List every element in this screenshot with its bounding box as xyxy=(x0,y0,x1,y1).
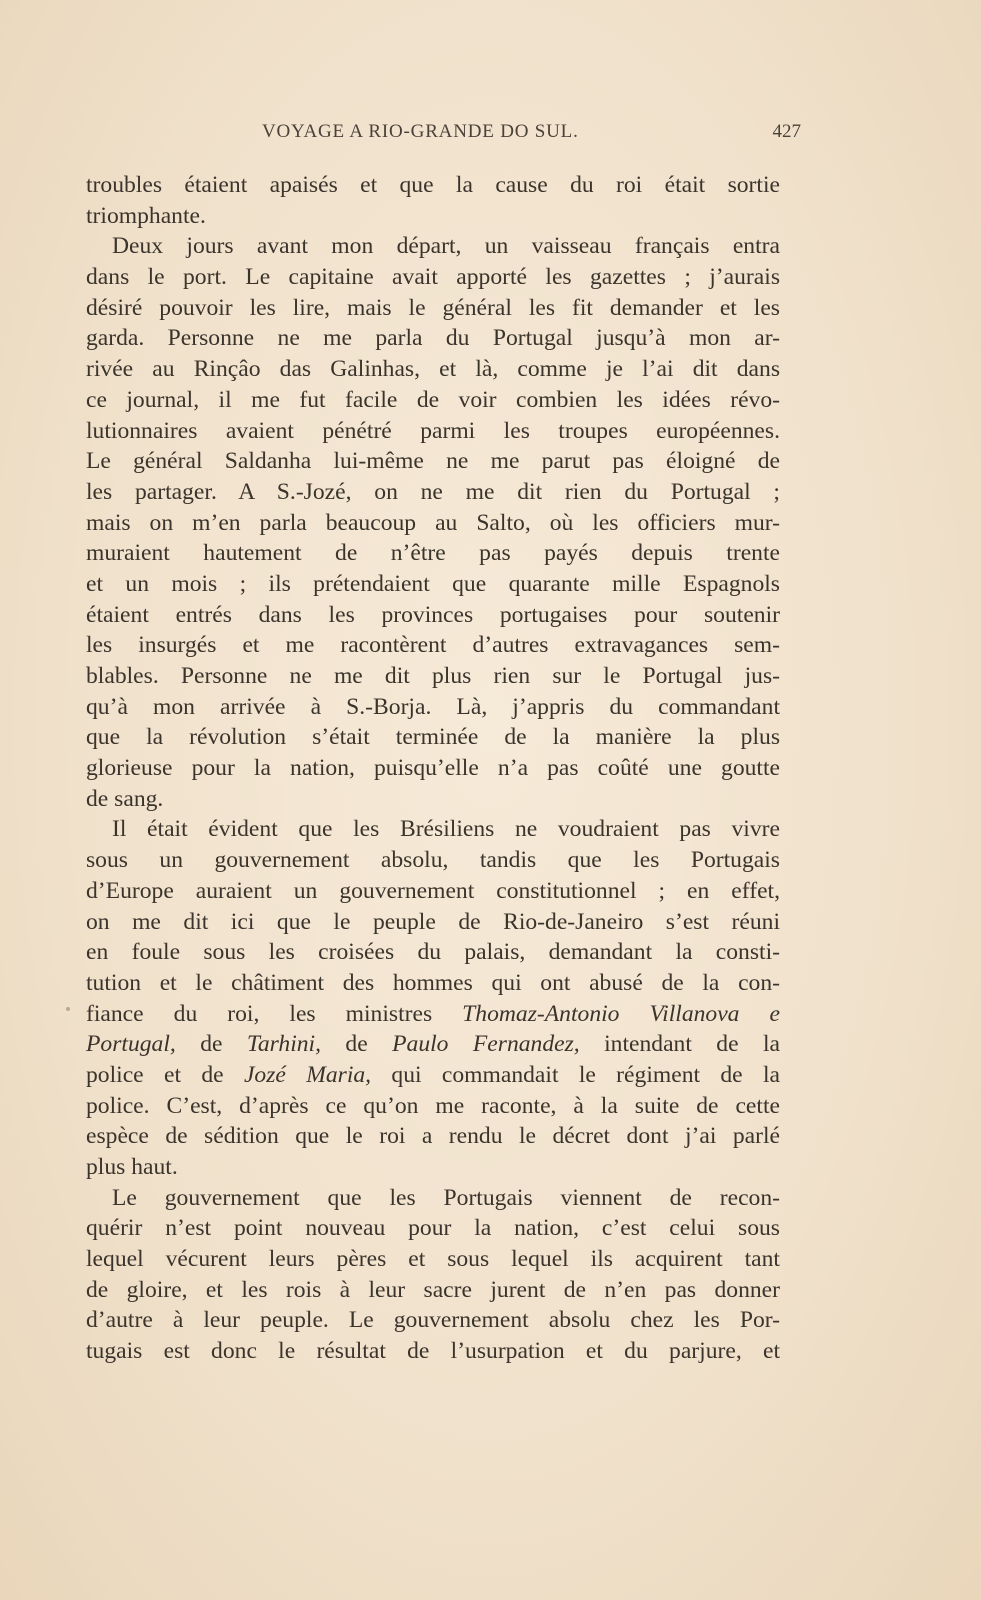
paragraph-1 xyxy=(86,170,780,231)
text-line: tution et le châtiment des hommes qui ont abusé de la con- xyxy=(86,969,780,996)
text-segment: qui commandait le régiment de la xyxy=(371,1061,780,1088)
text-line: Il était évident que les Brésiliens ne voudraient pas vivre xyxy=(112,816,780,843)
text-line: dans le port. Le capitaine avait apporté les gazettes ; j’aurais xyxy=(86,264,780,291)
paragraph-3 xyxy=(86,814,780,1182)
text-line: triomphante. xyxy=(86,202,206,229)
text-line: étaient entrés dans les provinces portugaises pour soutenir xyxy=(86,601,780,628)
text-line: tugais est donc le résultat de l’usurpation et du parjure, et xyxy=(86,1338,780,1365)
text-line: Deux jours avant mon départ, un vaisseau français entra xyxy=(112,233,780,260)
text-line: muraient hautement de n’être pas payés depuis trente xyxy=(86,540,780,567)
text-line: qu’à mon arrivée à S.-Borja. Là, j’appris du commandant xyxy=(86,693,780,720)
text-line: les partager. A S.-Jozé, on ne me dit rien du Portugal ; xyxy=(86,478,780,505)
text-line: que la révolution s’était terminée de la manière la plus xyxy=(86,724,780,751)
minister-name: Tarhini, xyxy=(246,1031,322,1058)
body-text xyxy=(86,170,780,1367)
commander-name: Jozé Maria, xyxy=(243,1061,372,1088)
margin-mark xyxy=(66,1007,70,1011)
text-line: sous un gouvernement absolu, tandis que les Portugais xyxy=(86,847,780,874)
page-header xyxy=(262,121,801,151)
text-line: désiré pouvoir les lire, mais le général les fit demander et les xyxy=(86,294,780,321)
text-segment: police et de xyxy=(86,1061,244,1088)
text-line: Le général Saldanha lui-même ne me parut pas éloigné de xyxy=(86,448,780,475)
text-line: d’Europe auraient un gouvernement constitutionnel ; en effet, xyxy=(86,877,780,904)
text-line: troubles étaient apaisés et que la cause du roi était sortie xyxy=(86,172,780,198)
text-line: on me dit ici que le peuple de Rio-de-Janeiro s’est réuni xyxy=(86,908,780,935)
paragraph-2 xyxy=(86,231,780,814)
text-line: quérir n’est point nouveau pour la nation, c’est celui sous xyxy=(86,1215,780,1242)
text-line: espèce de sédition que le roi a rendu le décret dont j’ai parlé xyxy=(86,1123,780,1150)
text-line: en foule sous les croisées du palais, demandant la consti- xyxy=(86,939,780,966)
text-line: lequel vécurent leurs pères et sous lequel ils acquirent tant xyxy=(86,1246,780,1273)
text-line: de gloire, et les rois à leur sacre jurent de n’en pas donner xyxy=(86,1276,780,1303)
text-line: plus haut. xyxy=(86,1154,178,1180)
text-segment: intendant de la xyxy=(579,1031,780,1058)
text-line: blables. Personne ne me dit plus rien sur le Portugal jus- xyxy=(86,663,780,689)
text-segment: fiance du roi, les ministres xyxy=(86,1000,463,1027)
text-line: garda. Personne ne me parla du Portugal jusqu’à mon ar- xyxy=(86,325,780,352)
text-line: les insurgés et me racontèrent d’autres extravagances sem- xyxy=(86,632,780,659)
text-line: glorieuse pour la nation, puisqu’elle n’a pas coûté une goutte xyxy=(86,755,780,782)
text-line: Le gouvernement que les Portugais viennent de recon- xyxy=(112,1184,780,1211)
text-line: d’autre à leur peuple. Le gouvernement absolu chez les Por- xyxy=(86,1307,780,1334)
text-line xyxy=(86,999,780,1030)
page-number: 427 xyxy=(772,121,801,142)
minister-name: Paulo Fernandez, xyxy=(392,1031,580,1058)
running-title: VOYAGE A RIO-GRANDE DO SUL. xyxy=(262,121,579,142)
text-segment: de xyxy=(175,1031,247,1058)
text-line xyxy=(86,1029,780,1060)
text-line xyxy=(86,1060,780,1091)
text-line: ce journal, il me fut facile de voir combien les idées révo- xyxy=(86,386,780,413)
minister-names: Thomaz-Antonio Villanova e xyxy=(462,1000,780,1027)
text-line: police. C’est, d’après ce qu’on me raconte, à la suite de cette xyxy=(86,1092,780,1119)
paragraph-4 xyxy=(86,1183,780,1367)
text-line: rivée au Rinçâo das Galinhas, et là, comme je l’ai dit dans xyxy=(86,356,780,383)
text-line: et un mois ; ils prétendaient que quarante mille Espagnols xyxy=(86,570,780,597)
text-line: de sang. xyxy=(86,785,164,812)
minister-name: Portugal, xyxy=(86,1031,176,1058)
text-line: mais on m’en parla beaucoup au Salto, où les officiers mur- xyxy=(86,509,780,536)
text-segment: de xyxy=(321,1031,393,1058)
text-line: lutionnaires avaient pénétré parmi les troupes européennes. xyxy=(86,417,780,444)
